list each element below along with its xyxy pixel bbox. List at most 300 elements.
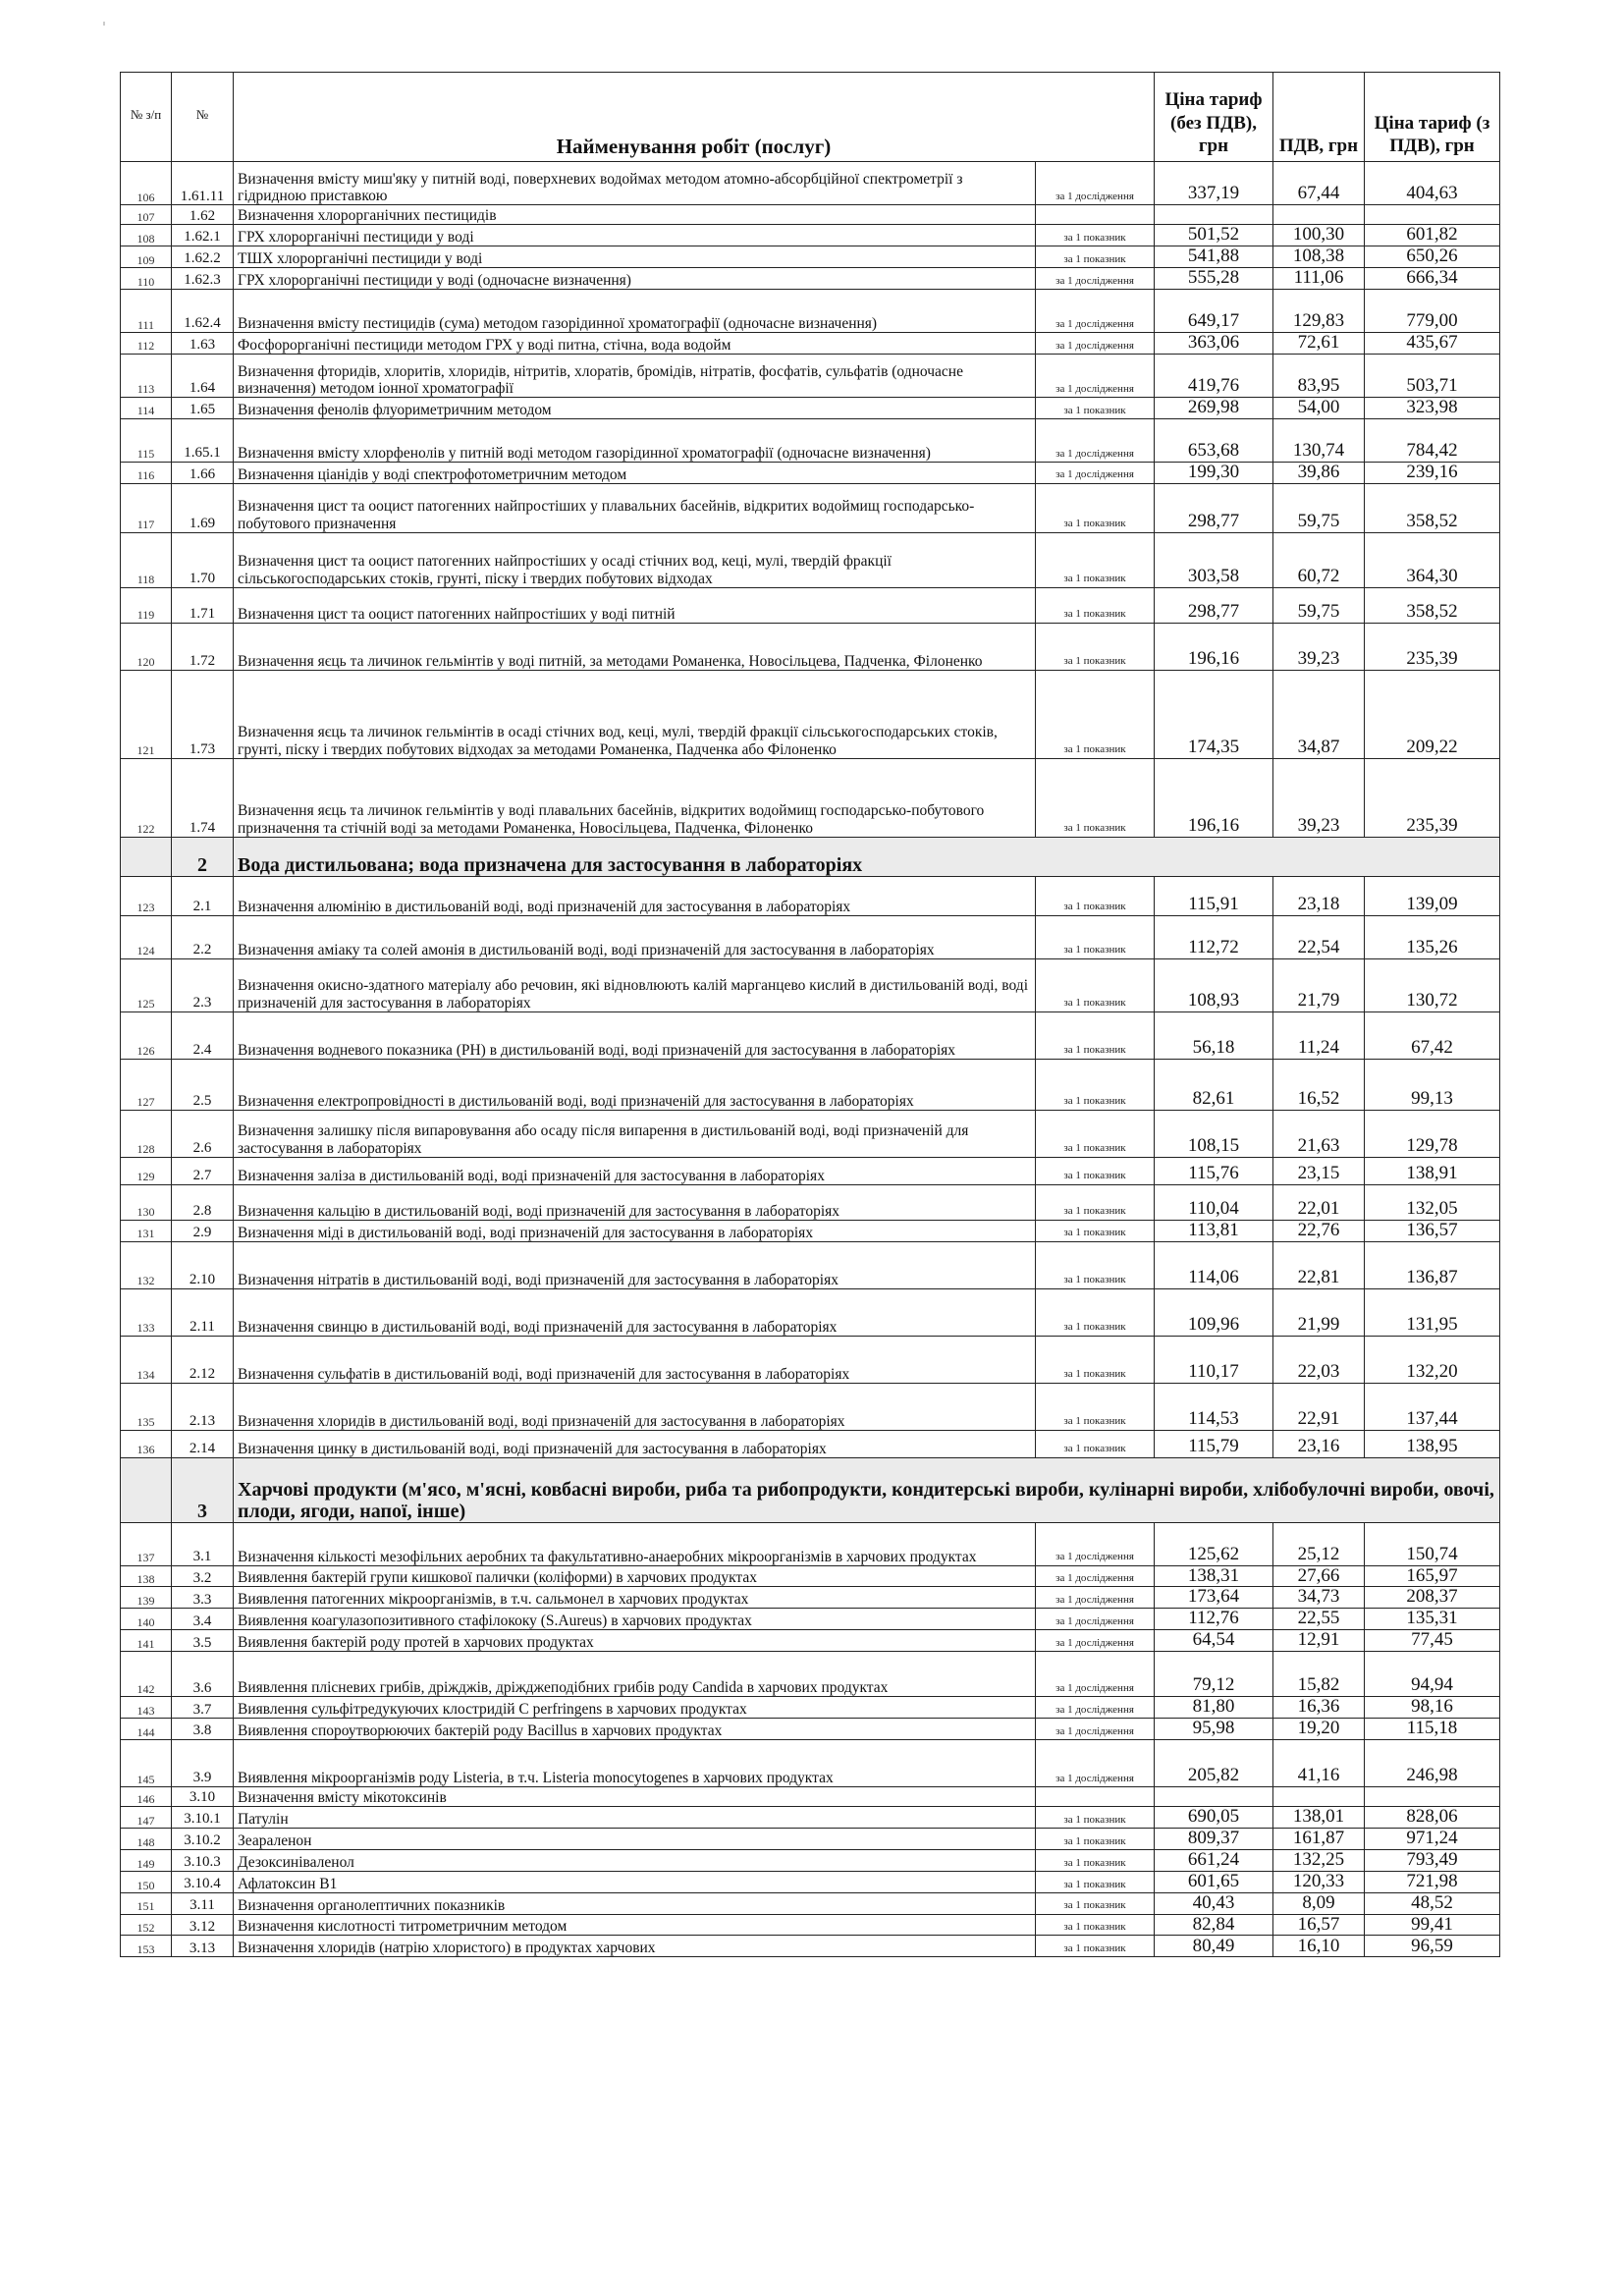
price-with-vat: 138,91: [1365, 1157, 1500, 1184]
row-number: 130: [121, 1184, 172, 1220]
row-number: 115: [121, 418, 172, 462]
service-name: Визначення ціанідів у воді спектрофотометричним методом: [234, 462, 1036, 483]
row-number: 150: [121, 1871, 172, 1892]
table-row: [121, 670, 1500, 758]
unit-of-measure: за 1 показник: [1036, 1806, 1155, 1828]
price-without-vat: 114,06: [1155, 1241, 1273, 1288]
unit-of-measure: за 1 дослідження: [1036, 1719, 1155, 1740]
unit-of-measure: за 1 показник: [1036, 587, 1155, 623]
scan-speck: [103, 22, 105, 26]
price-without-vat: 298,77: [1155, 483, 1273, 532]
price-with-vat: 130,72: [1365, 958, 1500, 1011]
price-table-sheet: [120, 72, 1499, 1957]
unit-of-measure: за 1 дослідження: [1036, 332, 1155, 354]
row-number: 129: [121, 1157, 172, 1184]
unit-of-measure: за 1 дослідження: [1036, 1697, 1155, 1719]
price-without-vat: 81,80: [1155, 1697, 1273, 1719]
table-row: [121, 1609, 1500, 1630]
service-name: Визначення вмісту мікотоксинів: [234, 1786, 1036, 1806]
row-code: 3.10: [172, 1786, 234, 1806]
unit-of-measure: за 1 дослідження: [1036, 1565, 1155, 1587]
vat-amount: 8,09: [1273, 1892, 1365, 1914]
service-name: Виявлення бактерій групи кишкової палички (коліформи) в харчових продуктах: [234, 1565, 1036, 1587]
unit-of-measure: за 1 показник: [1036, 246, 1155, 267]
table-row: [121, 1288, 1500, 1336]
unit-of-measure: за 1 показник: [1036, 1110, 1155, 1157]
row-number: 138: [121, 1565, 172, 1587]
price-without-vat: 112,76: [1155, 1609, 1273, 1630]
vat-amount: 130,74: [1273, 418, 1365, 462]
service-name: Визначення кількості мезофільних аеробних та факультативно-анаеробних мікроорганізмів в харчових продуктах: [234, 1522, 1036, 1565]
row-code: 2.3: [172, 958, 234, 1011]
price-without-vat: 298,77: [1155, 587, 1273, 623]
unit-of-measure: за 1 показник: [1036, 1288, 1155, 1336]
row-code: 3.2: [172, 1565, 234, 1587]
vat-amount: 11,24: [1273, 1011, 1365, 1059]
price-without-vat: 205,82: [1155, 1739, 1273, 1786]
row-code: 3.12: [172, 1914, 234, 1936]
row-code: 3.11: [172, 1892, 234, 1914]
row-code: 3.4: [172, 1609, 234, 1630]
section-number: 2: [172, 837, 234, 876]
price-without-vat: 79,12: [1155, 1652, 1273, 1697]
unit-of-measure: за 1 дослідження: [1036, 289, 1155, 332]
row-code: 1.61.11: [172, 162, 234, 205]
unit-of-measure: за 1 показник: [1036, 876, 1155, 915]
vat-amount: 39,86: [1273, 462, 1365, 483]
service-name: ТШХ хлорорганічні пестициди у воді: [234, 246, 1036, 267]
table-row: [121, 225, 1500, 246]
table-row: [121, 162, 1500, 205]
vat-amount: 12,91: [1273, 1630, 1365, 1652]
table-row: [121, 1241, 1500, 1288]
row-code: 1.65.1: [172, 418, 234, 462]
price-without-vat: 649,17: [1155, 289, 1273, 332]
table-row: [121, 1522, 1500, 1565]
price-with-vat: 99,13: [1365, 1059, 1500, 1110]
service-name: ГРХ хлорорганічні пестициди у воді: [234, 225, 1036, 246]
table-row: [121, 876, 1500, 915]
price-with-vat: 793,49: [1365, 1849, 1500, 1871]
price-with-vat: 96,59: [1365, 1936, 1500, 1957]
row-number: 148: [121, 1828, 172, 1849]
price-with-vat: 779,00: [1365, 289, 1500, 332]
service-name: Виявлення мікроорганізмів роду Listeria, в т.ч. Listeria monocytogenes в харчових продуктах: [234, 1739, 1036, 1786]
section-blank-cell: [121, 1457, 172, 1522]
row-code: 1.62: [172, 205, 234, 225]
price-without-vat: 114,53: [1155, 1383, 1273, 1430]
service-name: Визначення органолептичних показників: [234, 1892, 1036, 1914]
table-row: [121, 532, 1500, 587]
table-row: [121, 267, 1500, 289]
price-without-vat: 303,58: [1155, 532, 1273, 587]
table-row: [121, 1157, 1500, 1184]
price-without-vat: 809,37: [1155, 1828, 1273, 1849]
table-row: [121, 1871, 1500, 1892]
unit-of-measure: за 1 показник: [1036, 1059, 1155, 1110]
row-code: 1.71: [172, 587, 234, 623]
price-with-vat: 784,42: [1365, 418, 1500, 462]
vat-amount: 25,12: [1273, 1522, 1365, 1565]
service-name: Афлатоксин В1: [234, 1871, 1036, 1892]
table-row: [121, 1719, 1500, 1740]
row-number: 109: [121, 246, 172, 267]
table-row: [121, 915, 1500, 958]
service-name: ГРХ хлорорганічні пестициди у воді (одночасне визначення): [234, 267, 1036, 289]
price-without-vat: 113,81: [1155, 1220, 1273, 1241]
section-row: [121, 1457, 1500, 1522]
row-number: 141: [121, 1630, 172, 1652]
service-name: Дезоксиніваленол: [234, 1849, 1036, 1871]
price-with-vat: 136,87: [1365, 1241, 1500, 1288]
unit-of-measure: за 1 показник: [1036, 1383, 1155, 1430]
price-table: [120, 72, 1500, 1957]
unit-of-measure: за 1 показник: [1036, 1336, 1155, 1383]
row-number: 114: [121, 397, 172, 418]
unit-of-measure: за 1 дослідження: [1036, 267, 1155, 289]
vat-amount: 16,36: [1273, 1697, 1365, 1719]
vat-amount: 41,16: [1273, 1739, 1365, 1786]
row-number: 108: [121, 225, 172, 246]
vat-amount: 34,73: [1273, 1587, 1365, 1609]
price-without-vat: 174,35: [1155, 670, 1273, 758]
unit-of-measure: [1036, 205, 1155, 225]
table-row: [121, 1110, 1500, 1157]
row-code: 1.62.1: [172, 225, 234, 246]
price-without-vat: 115,91: [1155, 876, 1273, 915]
unit-of-measure: за 1 дослідження: [1036, 1587, 1155, 1609]
price-with-vat: 67,42: [1365, 1011, 1500, 1059]
row-number: 142: [121, 1652, 172, 1697]
row-code: 1.73: [172, 670, 234, 758]
vat-amount: 83,95: [1273, 354, 1365, 397]
price-without-vat: 653,68: [1155, 418, 1273, 462]
table-row: [121, 397, 1500, 418]
row-code: 2.14: [172, 1430, 234, 1457]
price-with-vat: 165,97: [1365, 1565, 1500, 1587]
row-code: 2.8: [172, 1184, 234, 1220]
row-code: 1.62.3: [172, 267, 234, 289]
unit-of-measure: за 1 показник: [1036, 397, 1155, 418]
header-price-with-vat: Ціна тариф (з ПДВ), грн: [1365, 73, 1500, 162]
service-name: Визначення міді в дистильованій воді, воді призначеній для застосування в лабораторіях: [234, 1220, 1036, 1241]
row-code: 2.5: [172, 1059, 234, 1110]
unit-of-measure: за 1 дослідження: [1036, 418, 1155, 462]
table-row: [121, 1914, 1500, 1936]
price-with-vat: [1365, 205, 1500, 225]
price-with-vat: 208,37: [1365, 1587, 1500, 1609]
table-row: [121, 1220, 1500, 1241]
row-code: 2.2: [172, 915, 234, 958]
service-name: Визначення цист та ооцист патогенних найпростіших у осаді стічних вод, кеці, мулі, твердій фракції сільськогосподарських стоків, грунті, піску і твердих побутових відходах: [234, 532, 1036, 587]
unit-of-measure: за 1 дослідження: [1036, 462, 1155, 483]
row-number: 139: [121, 1587, 172, 1609]
table-row: [121, 246, 1500, 267]
price-without-vat: 109,96: [1155, 1288, 1273, 1336]
row-code: 2.7: [172, 1157, 234, 1184]
row-code: 1.63: [172, 332, 234, 354]
price-with-vat: 721,98: [1365, 1871, 1500, 1892]
row-code: 3.13: [172, 1936, 234, 1957]
row-code: 3.10.3: [172, 1849, 234, 1871]
row-number: 131: [121, 1220, 172, 1241]
row-code: 2.13: [172, 1383, 234, 1430]
service-name: Фосфорорганічні пестициди методом ГРХ у воді питна, стічна, вода водойм: [234, 332, 1036, 354]
row-code: 2.10: [172, 1241, 234, 1288]
row-number: 147: [121, 1806, 172, 1828]
row-number: 117: [121, 483, 172, 532]
row-number: 151: [121, 1892, 172, 1914]
service-name: Виявлення сульфітредукуючих клостридій C perfringens в харчових продуктах: [234, 1697, 1036, 1719]
vat-amount: 39,23: [1273, 623, 1365, 670]
price-with-vat: 132,20: [1365, 1336, 1500, 1383]
row-code: 3.1: [172, 1522, 234, 1565]
service-name: Визначення аміаку та солей амонія в дистильованій воді, воді призначеній для застосування в лабораторіях: [234, 915, 1036, 958]
row-number: 111: [121, 289, 172, 332]
vat-amount: 16,57: [1273, 1914, 1365, 1936]
section-title: Вода дистильована; вода призначена для застосування в лабораторіях: [234, 837, 1500, 876]
header-price-without-vat: Ціна тариф (без ПДВ), грн: [1155, 73, 1273, 162]
price-with-vat: 139,09: [1365, 876, 1500, 915]
row-code: 1.62.4: [172, 289, 234, 332]
service-name: Визначення цист та ооцист патогенних найпростіших у воді питній: [234, 587, 1036, 623]
price-with-vat: 132,05: [1365, 1184, 1500, 1220]
price-without-vat: 115,79: [1155, 1430, 1273, 1457]
price-with-vat: 364,30: [1365, 532, 1500, 587]
price-with-vat: 77,45: [1365, 1630, 1500, 1652]
table-body: [121, 162, 1500, 1957]
price-without-vat: [1155, 205, 1273, 225]
unit-of-measure: за 1 показник: [1036, 1157, 1155, 1184]
table-row: [121, 1430, 1500, 1457]
unit-of-measure: за 1 показник: [1036, 1828, 1155, 1849]
unit-of-measure: за 1 показник: [1036, 1914, 1155, 1936]
row-code: 3.7: [172, 1697, 234, 1719]
price-without-vat: 661,24: [1155, 1849, 1273, 1871]
price-with-vat: 150,74: [1365, 1522, 1500, 1565]
row-number: 133: [121, 1288, 172, 1336]
price-without-vat: 82,61: [1155, 1059, 1273, 1110]
service-name: Визначення водневого показника (PH) в дистильованій воді, воді призначеній для застосування в лабораторіях: [234, 1011, 1036, 1059]
section-title: Харчові продукти (м'ясо, м'ясні, ковбасні вироби, риба та рибопродукти, кондитерські вироби, кулінарні вироби, хлібобулочні вироби, овочі, плоди, ягоди, напої, інше): [234, 1457, 1500, 1522]
row-number: 152: [121, 1914, 172, 1936]
price-with-vat: 601,82: [1365, 225, 1500, 246]
service-name: Визначення залишку після випаровування або осаду після випарення в дистильованій воді, воді призначеній для застосування в лабораторіях: [234, 1110, 1036, 1157]
table-row: [121, 1184, 1500, 1220]
price-without-vat: 173,64: [1155, 1587, 1273, 1609]
unit-of-measure: за 1 показник: [1036, 958, 1155, 1011]
service-name: Визначення свинцю в дистильованій воді, воді призначеній для застосування в лабораторіях: [234, 1288, 1036, 1336]
vat-amount: 59,75: [1273, 587, 1365, 623]
price-without-vat: 115,76: [1155, 1157, 1273, 1184]
vat-amount: 22,81: [1273, 1241, 1365, 1288]
price-without-vat: 110,04: [1155, 1184, 1273, 1220]
unit-of-measure: за 1 показник: [1036, 1936, 1155, 1957]
service-name: Визначення заліза в дистильованій воді, воді призначеній для застосування в лабораторіях: [234, 1157, 1036, 1184]
row-code: 3.3: [172, 1587, 234, 1609]
row-number: 140: [121, 1609, 172, 1630]
vat-amount: 22,01: [1273, 1184, 1365, 1220]
table-row: [121, 1806, 1500, 1828]
price-without-vat: 269,98: [1155, 397, 1273, 418]
price-with-vat: 235,39: [1365, 758, 1500, 837]
price-with-vat: 650,26: [1365, 246, 1500, 267]
price-without-vat: 108,15: [1155, 1110, 1273, 1157]
table-row: [121, 1587, 1500, 1609]
price-with-vat: 235,39: [1365, 623, 1500, 670]
vat-amount: 22,91: [1273, 1383, 1365, 1430]
price-without-vat: 501,52: [1155, 225, 1273, 246]
vat-amount: 138,01: [1273, 1806, 1365, 1828]
row-number: 143: [121, 1697, 172, 1719]
vat-amount: 16,10: [1273, 1936, 1365, 1957]
vat-amount: 60,72: [1273, 532, 1365, 587]
unit-of-measure: за 1 дослідження: [1036, 1630, 1155, 1652]
price-with-vat: [1365, 1786, 1500, 1806]
service-name: Виявлення плісневих грибів, дріжджів, дріжджеподібних грибів роду Candida в харчових продуктах: [234, 1652, 1036, 1697]
service-name: Визначення нітратів в дистильованій воді, воді призначеній для застосування в лабораторіях: [234, 1241, 1036, 1288]
price-without-vat: 363,06: [1155, 332, 1273, 354]
unit-of-measure: за 1 показник: [1036, 623, 1155, 670]
unit-of-measure: за 1 дослідження: [1036, 1652, 1155, 1697]
row-code: 3.6: [172, 1652, 234, 1697]
service-name: Визначення цист та ооцист патогенних найпростіших у плавальних басейнів, відкритих водоймищ господарсько-побутового призначення: [234, 483, 1036, 532]
price-without-vat: 80,49: [1155, 1936, 1273, 1957]
section-number: 3: [172, 1457, 234, 1522]
price-with-vat: 404,63: [1365, 162, 1500, 205]
row-code: 2.9: [172, 1220, 234, 1241]
row-number: 119: [121, 587, 172, 623]
price-without-vat: 125,62: [1155, 1522, 1273, 1565]
price-without-vat: 196,16: [1155, 758, 1273, 837]
row-code: 1.65: [172, 397, 234, 418]
service-name: Визначення вмісту хлорфенолів у питній воді методом газорідинної хроматографії (одночасне визначення): [234, 418, 1036, 462]
price-without-vat: 555,28: [1155, 267, 1273, 289]
vat-amount: 100,30: [1273, 225, 1365, 246]
table-row: [121, 205, 1500, 225]
price-without-vat: 95,98: [1155, 1719, 1273, 1740]
vat-amount: [1273, 1786, 1365, 1806]
service-name: Визначення яєць та личинок гельмінтів у воді питній, за методами Романенка, Новосільцева, Падченка, Філоненко: [234, 623, 1036, 670]
service-name: Визначення яєць та личинок гельмінтів в осаді стічних вод, кеці, мулі, твердій фракції сільськогосподарських стоків, грунті, піску і твердих побутових відходах за методами Романенка, Падченка або Філоненко: [234, 670, 1036, 758]
price-without-vat: 601,65: [1155, 1871, 1273, 1892]
unit-of-measure: за 1 показник: [1036, 915, 1155, 958]
table-row: [121, 1059, 1500, 1110]
row-number: 144: [121, 1719, 172, 1740]
service-name: Патулін: [234, 1806, 1036, 1828]
service-name: Визначення фторидів, хлоритів, хлоридів, нітритів, хлоратів, бромідів, нітратів, фосфатів, сульфатів (одночасне визначення) методом іонної хроматографії: [234, 354, 1036, 397]
unit-of-measure: за 1 показник: [1036, 225, 1155, 246]
price-with-vat: 131,95: [1365, 1288, 1500, 1336]
table-row: [121, 1739, 1500, 1786]
unit-of-measure: [1036, 1786, 1155, 1806]
row-code: 2.11: [172, 1288, 234, 1336]
vat-amount: 23,16: [1273, 1430, 1365, 1457]
row-number: 124: [121, 915, 172, 958]
price-with-vat: 135,26: [1365, 915, 1500, 958]
row-number: 120: [121, 623, 172, 670]
row-number: 112: [121, 332, 172, 354]
table-row: [121, 958, 1500, 1011]
row-code: 1.69: [172, 483, 234, 532]
row-number: 145: [121, 1739, 172, 1786]
table-row: [121, 289, 1500, 332]
price-without-vat: 110,17: [1155, 1336, 1273, 1383]
price-with-vat: 971,24: [1365, 1828, 1500, 1849]
vat-amount: 21,63: [1273, 1110, 1365, 1157]
row-number: 134: [121, 1336, 172, 1383]
price-with-vat: 358,52: [1365, 587, 1500, 623]
row-number: 137: [121, 1522, 172, 1565]
service-name: Визначення вмісту миш'яку у питній воді, поверхневих водоймах методом атомно-абсорбційної спектрометрії з гідридною приставкою: [234, 162, 1036, 205]
vat-amount: 39,23: [1273, 758, 1365, 837]
unit-of-measure: за 1 показник: [1036, 1849, 1155, 1871]
row-code: 1.62.2: [172, 246, 234, 267]
price-with-vat: 828,06: [1365, 1806, 1500, 1828]
row-code: 3.9: [172, 1739, 234, 1786]
vat-amount: 54,00: [1273, 397, 1365, 418]
price-with-vat: 135,31: [1365, 1609, 1500, 1630]
price-with-vat: 94,94: [1365, 1652, 1500, 1697]
vat-amount: 15,82: [1273, 1652, 1365, 1697]
row-code: 2.4: [172, 1011, 234, 1059]
price-without-vat: 199,30: [1155, 462, 1273, 483]
vat-amount: 23,15: [1273, 1157, 1365, 1184]
vat-amount: 22,55: [1273, 1609, 1365, 1630]
unit-of-measure: за 1 дослідження: [1036, 162, 1155, 205]
row-code: 1.70: [172, 532, 234, 587]
table-row: [121, 587, 1500, 623]
vat-amount: 16,52: [1273, 1059, 1365, 1110]
unit-of-measure: за 1 дослідження: [1036, 1522, 1155, 1565]
service-name: Визначення окисно-здатного матеріалу або речовин, які відновлюють калій марганцево кислий в дистильованій воді, воді призначеній для застосування в лабораторіях: [234, 958, 1036, 1011]
table-row: [121, 1630, 1500, 1652]
row-number: 110: [121, 267, 172, 289]
price-with-vat: 115,18: [1365, 1719, 1500, 1740]
header-service-name: Найменування робіт (послуг): [234, 73, 1155, 162]
row-number: 132: [121, 1241, 172, 1288]
row-number: 118: [121, 532, 172, 587]
service-name: Визначення хлорорганічних пестицидів: [234, 205, 1036, 225]
vat-amount: 19,20: [1273, 1719, 1365, 1740]
row-code: 2.1: [172, 876, 234, 915]
table-row: [121, 758, 1500, 837]
row-number: 136: [121, 1430, 172, 1457]
row-number: 135: [121, 1383, 172, 1430]
service-name: Визначення хлоридів в дистильованій воді, воді призначеній для застосування в лабораторіях: [234, 1383, 1036, 1430]
unit-of-measure: за 1 дослідження: [1036, 1739, 1155, 1786]
vat-amount: 27,66: [1273, 1565, 1365, 1587]
price-with-vat: 138,95: [1365, 1430, 1500, 1457]
unit-of-measure: за 1 показник: [1036, 670, 1155, 758]
row-code: 1.74: [172, 758, 234, 837]
row-number: 146: [121, 1786, 172, 1806]
price-without-vat: 196,16: [1155, 623, 1273, 670]
service-name: Визначення кальцію в дистильованій воді, воді призначеній для застосування в лабораторіях: [234, 1184, 1036, 1220]
price-with-vat: 98,16: [1365, 1697, 1500, 1719]
price-with-vat: 666,34: [1365, 267, 1500, 289]
service-name: Визначення фенолів флуориметричним методом: [234, 397, 1036, 418]
price-with-vat: 137,44: [1365, 1383, 1500, 1430]
row-number: 149: [121, 1849, 172, 1871]
service-name: Виявлення патогенних мікроорганізмів, в т.ч. сальмонел в харчових продуктах: [234, 1587, 1036, 1609]
service-name: Виявлення коагулазопозитивного стафілококу (S.Aureus) в харчових продуктах: [234, 1609, 1036, 1630]
table-header-row: [121, 73, 1500, 162]
row-code: 3.8: [172, 1719, 234, 1740]
service-name: Визначення вмісту пестицидів (сума) методом газорідинної хроматографії (одночасне визначення): [234, 289, 1036, 332]
vat-amount: 72,61: [1273, 332, 1365, 354]
service-name: Виявлення спороутворюючих бактерій роду Bacillus в харчових продуктах: [234, 1719, 1036, 1740]
